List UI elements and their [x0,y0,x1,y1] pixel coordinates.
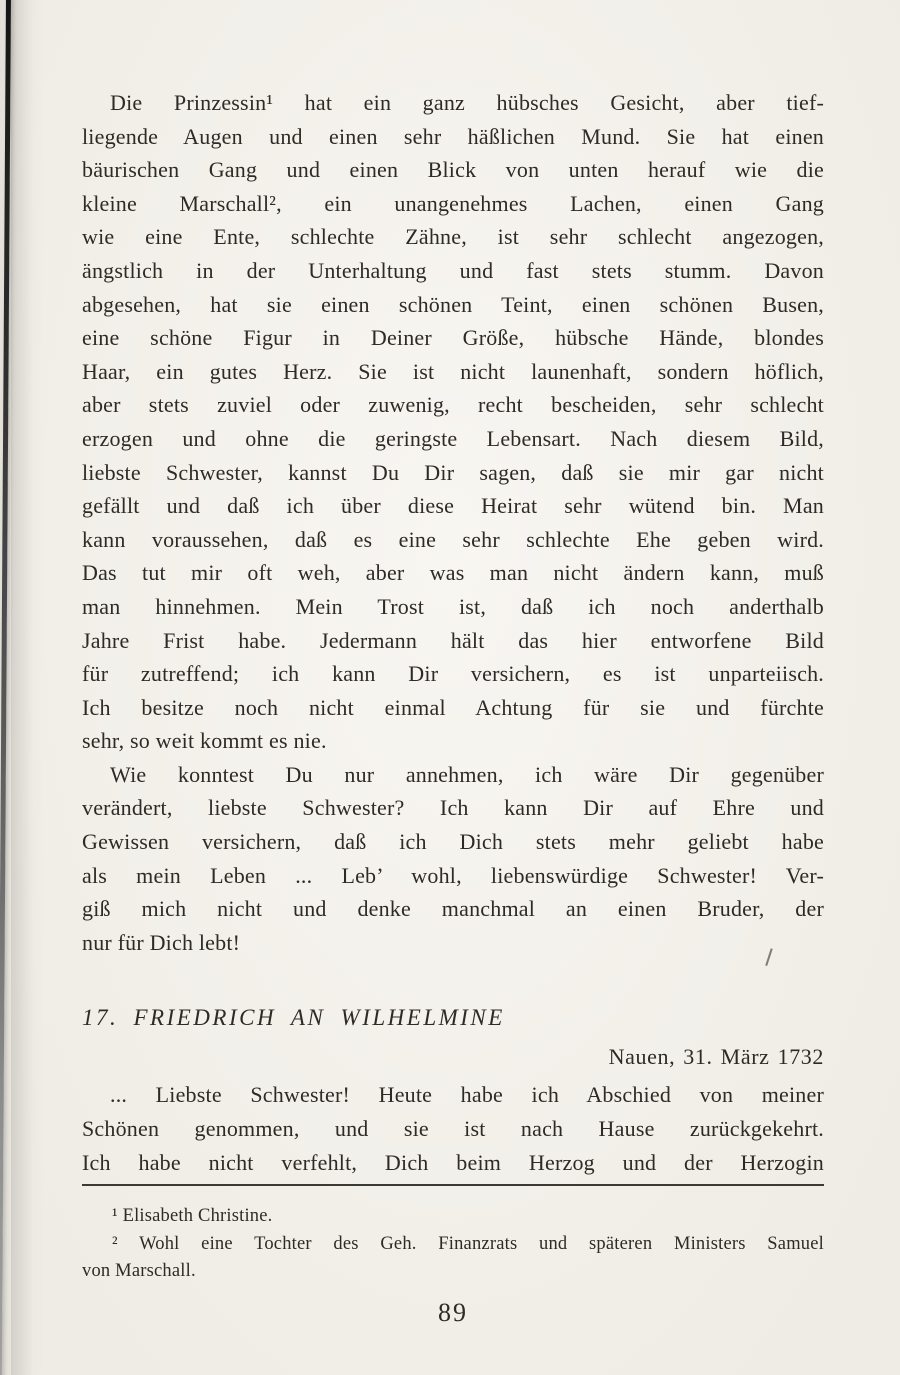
text-line: erzogen und ohne die geringste Lebensart. Nach diesem Bild, [82,425,824,451]
text-line: kleine Marschall², ein unangenehmes Lachen, einen Gang [82,190,824,216]
letter-17-paragraph-1 [82,1078,824,1179]
text-line: bäurischen Gang und einen Blick von unten herauf wie die [82,157,824,183]
page-number: 89 [438,1297,468,1327]
page-gutter-edge [0,0,11,1375]
letter-16-paragraph-1 [82,86,824,758]
text-line: wie eine Ente, schlechte Zähne, ist sehr schlecht angezogen, [82,224,824,250]
letter-17-dateline: Nauen, 31. März 1732 [608,1044,824,1070]
text-line: sehr, so weit kommt es nie. [82,728,327,754]
text-line: kann voraussehen, daß es eine sehr schlechte Ehe geben wird. [82,526,824,552]
footnote-line: ² Wohl eine Tochter des Geh. Finanzrats und späteren Ministers Samuel [112,1233,824,1254]
text-line: man hinnehmen. Mein Trost ist, daß ich noch anderthalb [82,593,824,619]
text-line: Wie konntest Du nur annehmen, ich wäre Dir gegenüber [110,761,824,787]
text-line: verändert, liebste Schwester? Ich kann Dir auf Ehre und [82,795,824,821]
text-line: nur für Dich lebt! [82,929,241,955]
text-block [82,86,824,1328]
text-line: ängstlich in der Unterhaltung und fast stets stumm. Davon [82,257,824,283]
footnote-rule [82,1184,824,1186]
text-line: für zutreffend; ich kann Dir versichern, es ist unparteiisch. [82,661,824,687]
footnote-1 [82,1203,824,1231]
text-line: liebste Schwester, kannst Du Dir sagen, daß sie mir gar nicht [82,459,824,485]
text-line: ... Liebste Schwester! Heute habe ich Abschied von meiner [110,1082,824,1108]
text-line: eine schöne Figur in Deiner Größe, hübsche Hände, blondes [82,325,824,351]
page-gutter-shadow [11,0,33,1375]
text-line: Die Prinzessin¹ hat ein ganz hübsches Gesicht, aber tief- [110,90,824,115]
footnotes-section [82,1194,824,1286]
text-line: aber stets zuviel oder zuwenig, recht bescheiden, sehr schlecht [82,392,824,418]
footnote-line: von Marschall. [82,1261,196,1282]
text-line: Das tut mir oft weh, aber was man nicht ändern kann, muß [82,560,824,586]
text-line: gefällt und daß ich über diese Heirat sehr wütend bin. Man [82,493,824,519]
letter-16-paragraph-2 [82,758,824,960]
text-line: Haar, ein gutes Herz. Sie ist nicht launenhaft, sondern höflich, [82,358,824,384]
text-line: giß mich nicht und denke manchmal an einen Bruder, der [82,896,824,922]
text-line: Ich habe nicht verfehlt, Dich beim Herzog und der Herzogin [82,1149,824,1175]
text-line: liegende Augen und einen sehr häßlichen Mund. Sie hat einen [82,123,824,149]
footnote-line: ¹ Elisabeth Christine. [112,1206,273,1227]
text-line: Jahre Frist habe. Jedermann hält das hier entworfene Bild [82,627,824,653]
text-line: Gewissen versichern, daß ich Dich stets mehr geliebt habe [82,829,824,855]
footnote-2 [82,1231,824,1286]
text-line: Schönen genommen, und sie ist nach Hause zurückgekehrt. [82,1116,824,1142]
text-line: als mein Leben ... Leb’ wohl, liebenswürdige Schwester! Ver- [82,862,824,888]
text-line: abgesehen, hat sie einen schönen Teint, einen schönen Busen, [82,291,824,317]
text-line: Ich besitze noch nicht einmal Achtung für sie und fürchte [82,694,824,720]
letter-17-heading: 17. FRIEDRICH AN WILHELMINE [82,1005,505,1031]
